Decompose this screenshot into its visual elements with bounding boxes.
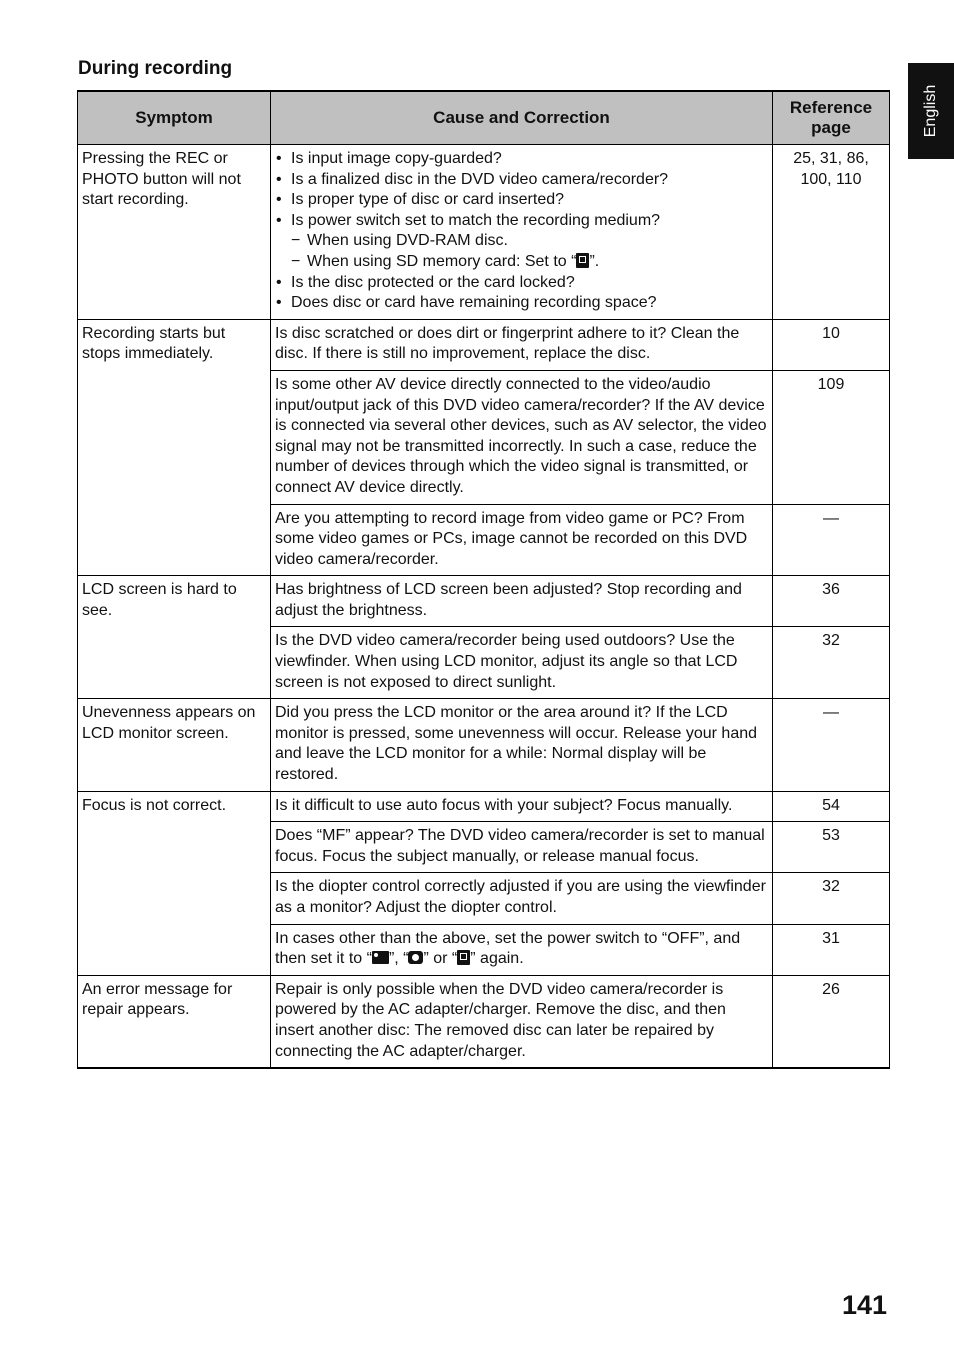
reference-cell: 26 bbox=[773, 975, 890, 1068]
cause-cell: Is some other AV device directly connected to the video/audio input/output jack of this DVD video camera/recorder? If the AV device is connected via several other devices, such as AV selector, the video signal may not be transmitted incorrectly. In such a case, reduce the number of devices through which the video signal is transmitted, or connect AV device directly. bbox=[271, 370, 773, 504]
troubleshooting-table bbox=[77, 90, 890, 1069]
reference-cell: — bbox=[773, 699, 890, 791]
sd-card-mode-icon bbox=[457, 950, 470, 965]
cause-text: In cases other than the above, set the power switch to “OFF”, and then set it to “ bbox=[275, 929, 741, 968]
cause-sub-list bbox=[275, 231, 768, 272]
reference-cell: 25, 31, 86, 100, 110 bbox=[773, 145, 890, 320]
reference-cell: 32 bbox=[773, 873, 890, 924]
reference-cell: 36 bbox=[773, 576, 890, 627]
cause-text-separator: ”, “ bbox=[388, 950, 409, 968]
reference-cell: 31 bbox=[773, 924, 890, 975]
table-row bbox=[78, 319, 890, 370]
list-item: • Is the disc protected or the card locked? bbox=[275, 273, 768, 294]
symptom-cell: Focus is not correct. bbox=[78, 791, 271, 975]
language-tab bbox=[908, 63, 954, 159]
symptom-cell: LCD screen is hard to see. bbox=[78, 576, 271, 699]
header-symptom: Symptom bbox=[78, 91, 271, 145]
cause-bullet-list bbox=[275, 149, 768, 231]
page-number: 141 bbox=[841, 1290, 887, 1320]
photo-mode-icon bbox=[408, 951, 423, 964]
language-tab-label: English bbox=[922, 84, 939, 138]
cause-cell: Is disc scratched or does dirt or fingerprint adhere to it? Clean the disc. If there is still no improvement, replace the disc. bbox=[271, 319, 773, 370]
symptom-cell: Recording starts but stops immediately. bbox=[78, 319, 271, 576]
list-item: • Is input image copy-guarded? bbox=[275, 149, 768, 170]
cause-cell: Repair is only possible when the DVD video camera/recorder is powered by the AC adapter/charger. Remove the disc, and then insert another disc: The removed disc can later be repaired by connecting the AC adapter/charger. bbox=[271, 975, 773, 1068]
reference-cell: 109 bbox=[773, 370, 890, 504]
list-item: • Is a finalized disc in the DVD video camera/recorder? bbox=[275, 170, 768, 191]
cause-text-end: ” again. bbox=[470, 950, 524, 968]
table-row bbox=[78, 145, 890, 320]
cause-cell: Is the DVD video camera/recorder being used outdoors? Use the viewfinder. When using LCD monitor, adjust its angle so that LCD screen is not exposed to direct sunlight. bbox=[271, 627, 773, 699]
header-reference: Reference page bbox=[773, 91, 890, 145]
symptom-cell: An error message for repair appears. bbox=[78, 975, 271, 1068]
cause-cell: Are you attempting to record image from video game or PC? From some video games or PCs, image cannot be recorded on this DVD video camera/recorder. bbox=[271, 504, 773, 576]
symptom-cell: Unevenness appears on LCD monitor screen. bbox=[78, 699, 271, 791]
reference-cell: 54 bbox=[773, 791, 890, 822]
sd-card-mode-icon bbox=[576, 253, 589, 268]
cause-bullet-list bbox=[275, 273, 768, 314]
cause-text-separator: ” or “ bbox=[423, 950, 458, 968]
reference-cell: 53 bbox=[773, 822, 890, 873]
list-item: • Does disc or card have remaining recording space? bbox=[275, 293, 768, 314]
list-item bbox=[275, 211, 768, 232]
sub-list-item: − When using DVD-RAM disc. bbox=[275, 231, 768, 252]
cause-cell: Has brightness of LCD screen been adjusted? Stop recording and adjust the brightness. bbox=[271, 576, 773, 627]
list-item: • Is proper type of disc or card inserted? bbox=[275, 190, 768, 211]
symptom-cell: Pressing the REC or PHOTO button will not start recording. bbox=[78, 145, 271, 320]
header-cause: Cause and Correction bbox=[271, 91, 773, 145]
section-title: During recording bbox=[78, 58, 233, 79]
cause-cell bbox=[271, 145, 773, 320]
video-mode-icon bbox=[372, 951, 389, 964]
cause-cell: Is it difficult to use auto focus with your subject? Focus manually. bbox=[271, 791, 773, 822]
cause-cell: Does “MF” appear? The DVD video camera/recorder is set to manual focus. Focus the subject manually, or release manual focus. bbox=[271, 822, 773, 873]
reference-cell: 32 bbox=[773, 627, 890, 699]
sub-item-text: When using SD memory card: Set to “ bbox=[307, 252, 577, 270]
table-row bbox=[78, 975, 890, 1068]
sub-list-item bbox=[275, 252, 768, 273]
cause-cell bbox=[271, 924, 773, 975]
reference-cell: 10 bbox=[773, 319, 890, 370]
table-header-row bbox=[78, 91, 890, 145]
cause-cell: Is the diopter control correctly adjusted if you are using the viewfinder as a monitor? Adjust the diopter control. bbox=[271, 873, 773, 924]
table-row bbox=[78, 576, 890, 627]
reference-cell: — bbox=[773, 504, 890, 576]
cause-cell: Did you press the LCD monitor or the area around it? If the LCD monitor is pressed, some unevenness will occur. Release your hand and leave the LCD monitor for a while: Normal display will be restored. bbox=[271, 699, 773, 791]
sub-item-text-end: ”. bbox=[589, 252, 600, 270]
table-row bbox=[78, 791, 890, 822]
list-item-text: Is power switch set to match the recording medium? bbox=[291, 211, 661, 229]
table-row bbox=[78, 699, 890, 791]
